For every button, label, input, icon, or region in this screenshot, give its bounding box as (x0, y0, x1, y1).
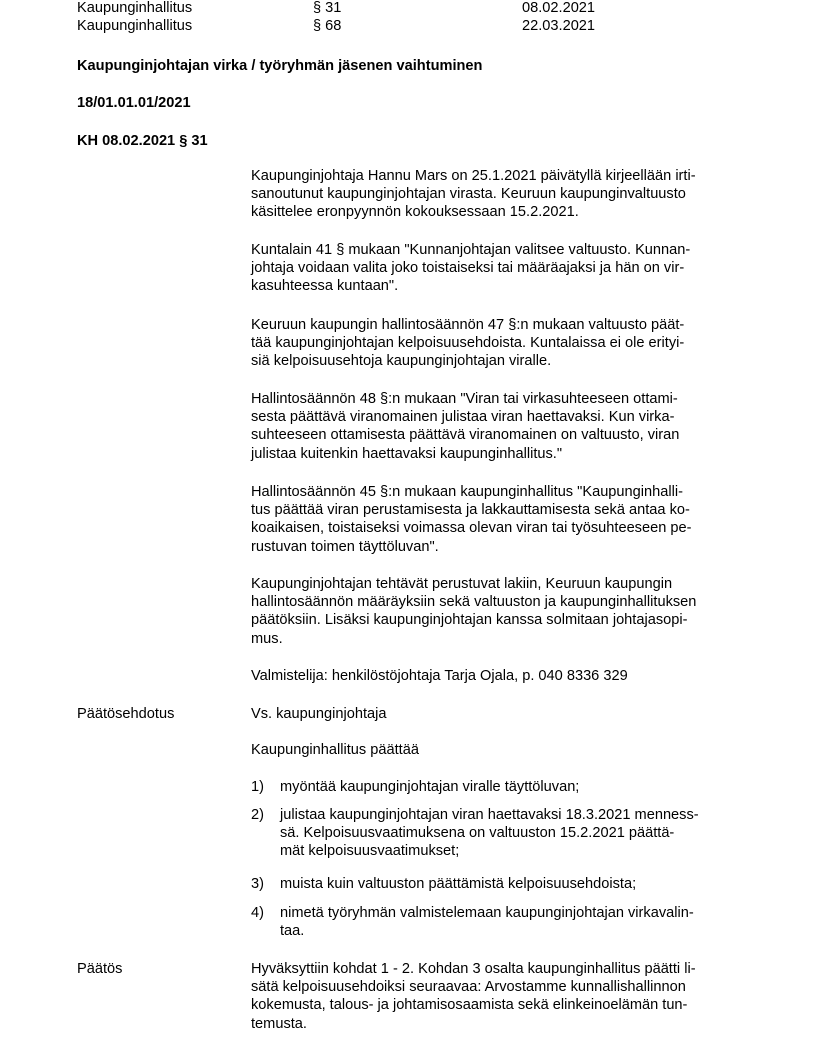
decision-line: sätä kelpoisuusehdoiksi seuraavaa: Arvostamme kunnallishallinnon (251, 979, 686, 996)
decision-text (251, 960, 751, 1033)
item-number: 1) (251, 779, 264, 795)
preparer-line (251, 667, 751, 685)
item-number: 3) (251, 876, 264, 892)
header-section: § 31 (313, 0, 342, 16)
decision-label: Päätös (77, 961, 123, 977)
paragraph-line: Kaupunginjohtaja Hannu Mars on 25.1.2021 päivätyllä kirjeellään irti- (251, 168, 696, 184)
intro-text: Kaupunginhallitus päättää (251, 742, 419, 758)
item-text (280, 904, 694, 940)
item-line: sä. Kelpoisuusvaatimuksena on valtuuston 15.2.2021 päättä- (280, 825, 675, 842)
paragraph-line: käsittelee eronpyynnön kokouksessaan 15.2.2021. (251, 204, 579, 221)
paragraph-line: koaikaisen, toistaiseksi voimassa olevan viran tai työsuhteeseen pe- (251, 520, 692, 537)
paragraph-line: hallintosäännön määräyksiin sekä valtuuston ja kaupunginhallituksen (251, 594, 697, 611)
paragraph-line: johtaja voidaan valita joko toistaiseksi tai määräajaksi ja hän on vir- (251, 260, 685, 277)
paragraph-line: päätöksiin. Lisäksi kaupunginjohtajan kanssa solmitaan johtajasopi- (251, 612, 688, 629)
meeting-reference: KH 08.02.2021 § 31 (77, 133, 208, 149)
paragraph-line: mus. (251, 630, 283, 647)
paragraph-line: siä kelpoisuusehtoja kaupunginjohtajan viralle. (251, 353, 552, 370)
header-body: Kaupunginhallitus (77, 0, 193, 16)
body-paragraph (251, 390, 751, 463)
proposal-intro (251, 741, 751, 759)
header-date: 08.02.2021 (522, 0, 596, 16)
paragraph-line: kasuhteessa kuntaan". (251, 278, 399, 295)
decision-line: kokemusta, talous- ja johtamisosaamista sekä elinkeinoelämän tun- (251, 997, 688, 1014)
paragraph-line: Hallintosäännön 45 §:n mukaan kaupunginhallitus "Kaupunginhalli- (251, 484, 683, 500)
header-date: 22.03.2021 (522, 18, 596, 34)
body-paragraph (251, 167, 751, 222)
document-title: Kaupunginjohtajan virka / työryhmän jäsenen vaihtuminen (77, 58, 483, 74)
proposal-presenter (251, 705, 751, 723)
paragraph-line: suhteeseen ottamisesta päättävä viranomainen on valtuusto, viran (251, 427, 680, 444)
presenter-text: Vs. kaupunginjohtaja (251, 706, 387, 722)
header-section: § 68 (313, 18, 342, 34)
proposal-label: Päätösehdotus (77, 706, 175, 722)
item-line: muista kuin valtuuston päättämistä kelpoisuusehdoista; (280, 876, 637, 892)
item-line: nimetä työryhmän valmistelemaan kaupunginjohtajan virkavalin- (280, 905, 694, 921)
body-paragraph (251, 316, 751, 371)
item-text (280, 875, 636, 893)
paragraph-line: Keuruun kaupungin hallintosäännön 47 §:n mukaan valtuusto päät- (251, 317, 685, 333)
paragraph-line: Hallintosäännön 48 §:n mukaan "Viran tai virkasuhteeseen ottami- (251, 391, 678, 407)
paragraph-line: tus päättää viran perustamisesta ja lakkauttamisesta sekä antaa ko- (251, 502, 690, 519)
item-line: taa. (280, 923, 305, 940)
body-paragraph (251, 575, 751, 648)
paragraph-line: rustuvan toimen täyttöluvan". (251, 538, 439, 555)
paragraph-line: Valmistelija: henkilöstöjohtaja Tarja Ojala, p. 040 8336 329 (251, 668, 628, 684)
paragraph-line: sesta päättävä viranomainen julistaa viran haettavaksi. Kun virka- (251, 409, 675, 426)
header-body: Kaupunginhallitus (77, 18, 193, 34)
paragraph-line: sanoutunut kaupunginjohtajan virasta. Keuruun kaupunginvaltuusto (251, 186, 686, 203)
body-paragraph (251, 241, 751, 296)
item-line: julistaa kaupunginjohtajan viran haettavaksi 18.3.2021 menness- (280, 807, 699, 823)
decision-line: Hyväksyttiin kohdat 1 - 2. Kohdan 3 osalta kaupunginhallitus päätti li- (251, 961, 696, 977)
item-line: myöntää kaupunginjohtajan viralle täyttöluvan; (280, 779, 580, 795)
body-paragraph (251, 483, 751, 556)
record-id: 18/01.01.01/2021 (77, 95, 191, 111)
item-text (280, 806, 699, 861)
paragraph-line: Kuntalain 41 § mukaan "Kunnanjohtajan valitsee valtuusto. Kunnan- (251, 242, 691, 258)
paragraph-line: tää kaupunginjohtajan kelpoisuusehdoista. Kuntalaissa ei ole erityi- (251, 335, 685, 352)
item-line: mät kelpoisuusvaatimukset; (280, 843, 460, 860)
paragraph-line: Kaupunginjohtajan tehtävät perustuvat lakiin, Keuruun kaupungin (251, 576, 673, 592)
decision-line: temusta. (251, 1015, 307, 1032)
item-number: 2) (251, 807, 264, 823)
item-text (280, 778, 579, 796)
paragraph-line: julistaa kuitenkin haettavaksi kaupunginhallitus." (251, 445, 563, 462)
item-number: 4) (251, 905, 264, 921)
